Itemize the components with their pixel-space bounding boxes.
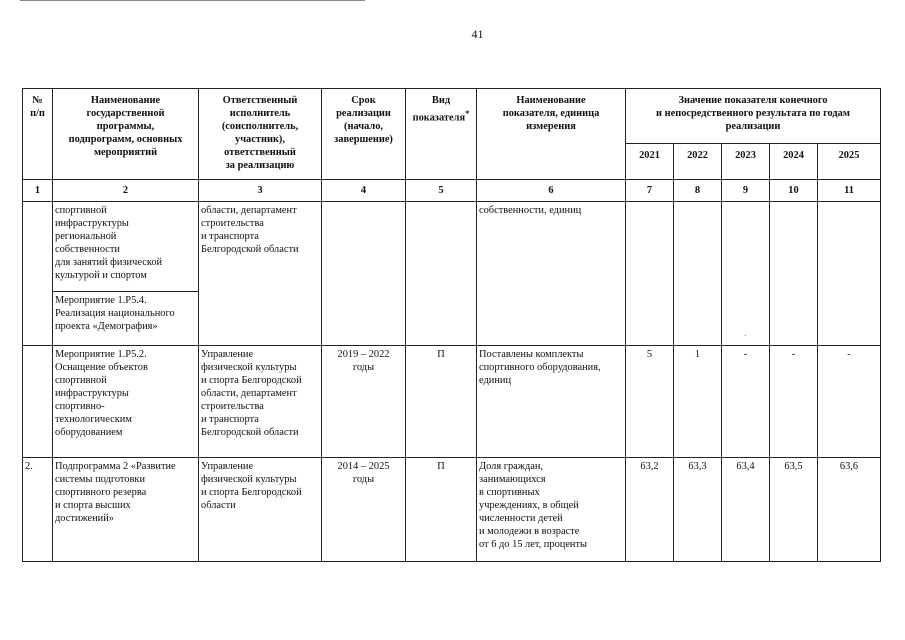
value-cell: -	[722, 346, 770, 458]
table-row	[23, 346, 881, 458]
type-cell: П	[406, 458, 477, 562]
column-number: 7	[626, 180, 674, 202]
value-cell: 63,6	[818, 458, 881, 562]
column-number: 3	[199, 180, 322, 202]
name-cell: спортивной инфраструктуры региональной собственности для занятий физической культурой и спортом	[53, 202, 199, 292]
column-number: 2	[53, 180, 199, 202]
header-year: 2025	[818, 144, 881, 180]
footnote-mark: *	[465, 108, 470, 118]
column-number: 5	[406, 180, 477, 202]
header-col-values: Значение показателя конечного и непосредственного результата по годам реализации	[626, 89, 881, 144]
header-year: 2022	[674, 144, 722, 180]
num-cell	[23, 346, 53, 458]
period-cell: 2014 – 2025 годы	[322, 458, 406, 562]
type-cell: П	[406, 346, 477, 458]
name-cell: Подпрограмма 2 «Развитие системы подготовки спортивного резерва и спорта высших достижений»	[53, 458, 199, 562]
header-col-period: Срок реализации (начало, завершение)	[322, 89, 406, 180]
name-cell: Мероприятие 1.Р5.4. Реализация национального проекта «Демография»	[53, 292, 199, 346]
table-row	[23, 202, 881, 292]
value-cell	[770, 202, 818, 346]
executor-cell: области, департамент строительства и транспорта Белгородской области	[199, 202, 322, 346]
period-cell	[322, 202, 406, 346]
header-year: 2023	[722, 144, 770, 180]
column-number: 6	[477, 180, 626, 202]
table-row	[23, 458, 881, 562]
header-col-type-label: Вид показателя	[412, 95, 466, 124]
executor-cell: Управление физической культуры и спорта Белгородской области	[199, 458, 322, 562]
value-cell: 1	[674, 346, 722, 458]
header-col-indicator: Наименование показателя, единица измерения	[477, 89, 626, 180]
header-row	[23, 89, 881, 144]
scan-mark: ·	[743, 331, 748, 342]
header-year: 2021	[626, 144, 674, 180]
value-cell: 63,2	[626, 458, 674, 562]
header-col-num: № п/п	[23, 89, 53, 180]
executor-cell: Управление физической культуры и спорта Белгородской области, департамент строительства и транспорта Белгородской области	[199, 346, 322, 458]
column-number: 10	[770, 180, 818, 202]
column-numbers-row	[23, 180, 881, 202]
indicator-cell: Доля граждан, занимающихся в спортивных учреждениях, в общей численности детей и молодежи в возрасте от 6 до 15 лет, проценты	[477, 458, 626, 562]
value-cell	[722, 202, 770, 346]
indicator-cell: собственности, единиц	[477, 202, 626, 346]
value-cell: 5	[626, 346, 674, 458]
num-cell	[23, 202, 53, 346]
header-col-type	[406, 89, 477, 180]
column-number: 9	[722, 180, 770, 202]
indicator-cell: Поставлены комплекты спортивного оборудования, единиц	[477, 346, 626, 458]
header-col-executor: Ответственный исполнитель (соисполнитель, участник), ответственный за реализацию	[199, 89, 322, 180]
value-cell	[626, 202, 674, 346]
indicator-table	[22, 88, 881, 562]
num-cell: 2.	[23, 458, 53, 562]
period-cell: 2019 – 2022 годы	[322, 346, 406, 458]
value-cell	[674, 202, 722, 346]
value-cell: -	[818, 346, 881, 458]
value-cell: 63,4	[722, 458, 770, 562]
value-cell: 63,3	[674, 458, 722, 562]
column-number: 8	[674, 180, 722, 202]
column-number: 11	[818, 180, 881, 202]
top-rule	[20, 0, 365, 1]
header-col-name: Наименование государственной программы, подпрограмм, основных мероприятий	[53, 89, 199, 180]
type-cell	[406, 202, 477, 346]
page-number: 41	[471, 27, 484, 41]
column-number: 4	[322, 180, 406, 202]
value-cell: -	[770, 346, 818, 458]
value-cell	[818, 202, 881, 346]
header-year: 2024	[770, 144, 818, 180]
name-cell: Мероприятие 1.Р5.2. Оснащение объектов спортивной инфраструктуры спортивно- технологическим оборудованием	[53, 346, 199, 458]
value-cell: 63,5	[770, 458, 818, 562]
column-number: 1	[23, 180, 53, 202]
